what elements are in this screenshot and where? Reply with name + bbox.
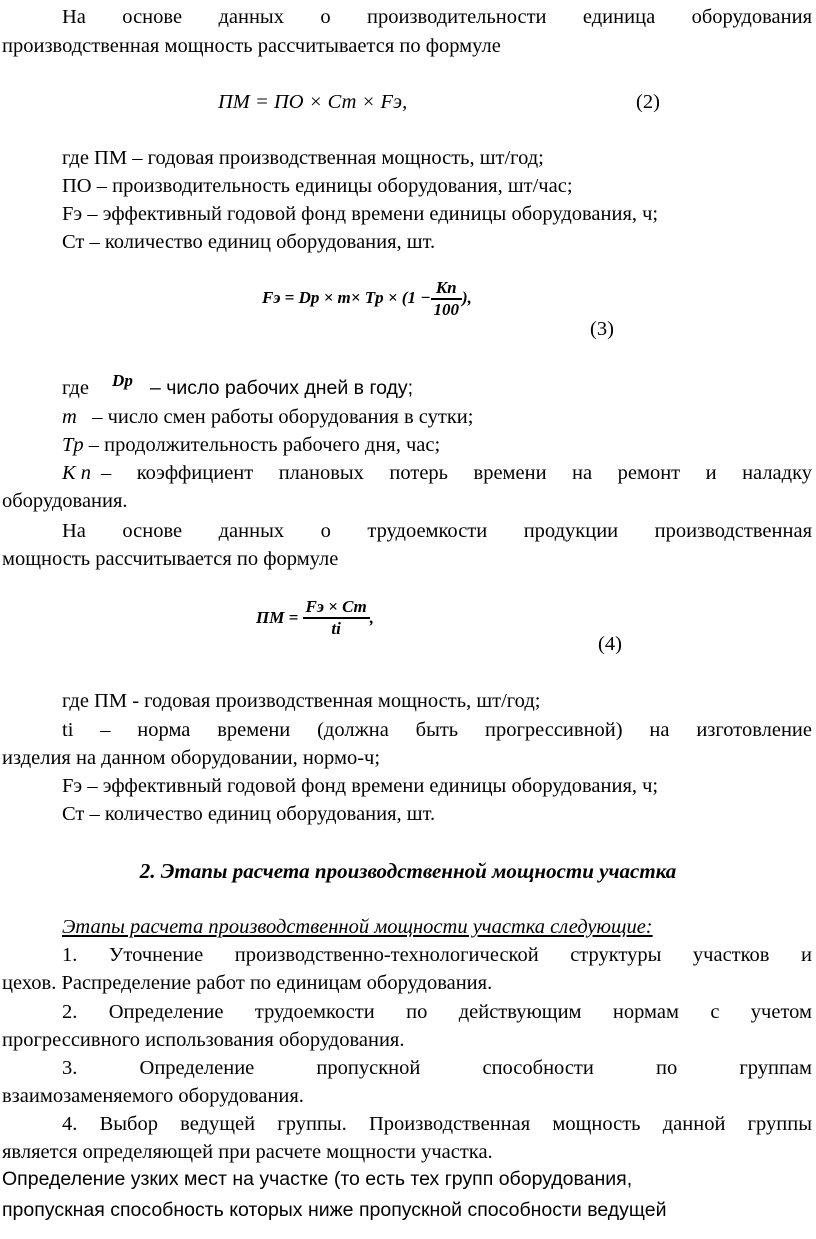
formula-2: ПМ = ПО × Ст × Fэ, xyxy=(218,91,408,113)
formula-3-denominator: 100 xyxy=(433,300,459,319)
section-subheading: Этапы расчета производственной мощности участка следующие: xyxy=(62,916,653,938)
formula-3-number: (3) xyxy=(590,318,614,340)
step-3-line-2: взаимозаменяемого оборудования. xyxy=(2,1085,304,1107)
formula-3 xyxy=(262,278,472,320)
intro-line-1: На основе данных о производительности единица оборудования xyxy=(62,6,812,28)
formula-3-fraction xyxy=(431,278,463,320)
def3-kn xyxy=(62,460,812,486)
step-5-line-2: пропускная способность которых ниже пропускной способности ведущей xyxy=(2,1199,667,1221)
step-2-line-1: 2. Определение трудоемкости по действующим нормам с учетом xyxy=(62,1001,812,1023)
def4-st: Ст – количество единиц оборудования, шт. xyxy=(62,803,436,825)
def4-ti-line-2: изделия на данном оборудовании, нормо-ч; xyxy=(2,747,381,769)
formula-2-number: (2) xyxy=(636,91,660,113)
step-5-line-1: Определение узких мест на участке (то есть тех групп оборудования, xyxy=(2,1168,633,1190)
def2-po: ПО – производительность единицы оборудования, шт/час; xyxy=(62,175,573,197)
step-4-line-2: является определяющей при расчете мощности участка. xyxy=(2,1141,493,1163)
intro2-line-1: На основе данных о трудоемкости продукции производственная xyxy=(62,520,812,542)
step-1-line-2: цехов. Распределение работ по единицам оборудования. xyxy=(2,972,493,994)
def3-dp xyxy=(62,371,414,401)
def3-m-text: – число смен работы оборудования в сутки; xyxy=(92,406,474,428)
section-heading: 2. Этапы расчета производственной мощности участка xyxy=(139,859,677,883)
def3-kn-symbol: К п xyxy=(62,462,91,484)
def4-ti-line-1: ti – норма времени (должна быть прогрессивной) на изготовление xyxy=(62,719,812,741)
formula-4-rhs: , xyxy=(369,608,374,627)
step-3-line-1: 3. Определение пропускной способности по группам xyxy=(62,1057,812,1079)
formula-3-rhs: ), xyxy=(462,287,472,307)
formula-4-lhs: ПМ = xyxy=(256,608,299,627)
step-4-line-1: 4. Выбор ведущей группы. Производственная мощность данной группы xyxy=(62,1113,812,1135)
def3-dp-symbol: Dp xyxy=(112,371,133,390)
formula-4-fraction xyxy=(303,597,370,639)
def3-tp-symbol: Tp xyxy=(62,434,84,456)
step-2-line-2: прогрессивного использования оборудования. xyxy=(2,1029,405,1051)
intro-line-2: производственная мощность рассчитывается по формуле xyxy=(2,35,501,57)
def4-pm: где ПМ - годовая производственная мощность, шт/год; xyxy=(62,690,541,712)
formula-4-denominator: ti xyxy=(331,619,341,638)
def2-st: Ст – количество единиц оборудования, шт. xyxy=(62,231,436,253)
def3-kn-cont: оборудования. xyxy=(2,490,128,512)
def3-tp xyxy=(62,432,440,458)
def3-kn-text: – коэффициент плановых потерь времени на ремонт и наладку xyxy=(101,462,812,484)
formula-4-number: (4) xyxy=(598,633,622,655)
def3-where: где xyxy=(62,377,89,399)
formula-3-numerator: Kn xyxy=(431,278,463,300)
def3-m xyxy=(62,404,473,430)
formula-4 xyxy=(256,597,374,639)
formula-3-lhs: Fэ = Dp × m× Tp × (1 − xyxy=(262,287,431,307)
step-1-line-1: 1. Уточнение производственно-технологической структуры участков и xyxy=(62,944,812,966)
def3-tp-text: – продолжительность рабочего дня, час; xyxy=(88,434,441,456)
def4-fe: Fэ – эффективный годовой фонд времени единицы оборудования, ч; xyxy=(62,775,659,797)
intro2-line-2: мощность рассчитывается по формуле xyxy=(2,548,339,570)
def2-fe: Fэ – эффективный годовой фонд времени единицы оборудования, ч; xyxy=(62,203,659,225)
formula-4-numerator: Fэ × Cm xyxy=(303,597,370,619)
def3-m-symbol: m xyxy=(62,406,77,428)
def3-dp-text: – число рабочих дней в году; xyxy=(149,377,414,399)
def2-pm: где ПМ – годовая производственная мощность, шт/год; xyxy=(62,147,544,169)
